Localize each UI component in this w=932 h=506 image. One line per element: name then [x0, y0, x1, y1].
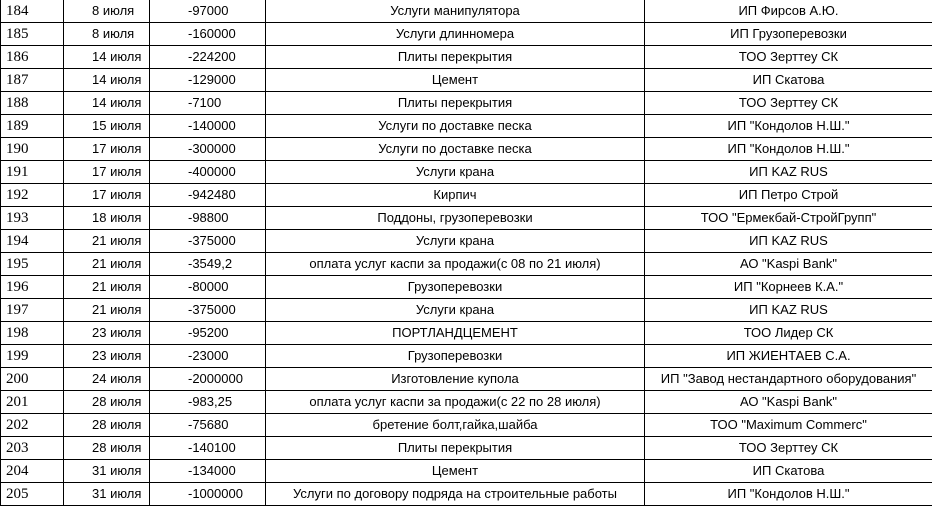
description-cell: Услуги длинномера	[266, 23, 645, 46]
counterparty-cell: АО "Kaspi Bank"	[645, 253, 932, 276]
amount-cell: -95200	[150, 322, 266, 345]
table-row	[1, 276, 932, 299]
description-cell: Услуги крана	[266, 230, 645, 253]
amount-cell: -224200	[150, 46, 266, 69]
counterparty-cell: ИП "Корнеев К.А."	[645, 276, 932, 299]
date-cell: 17 июля	[64, 138, 150, 161]
table-row	[1, 138, 932, 161]
description-cell: Цемент	[266, 69, 645, 92]
description-cell: Грузоперевозки	[266, 276, 645, 299]
date-cell: 28 июля	[64, 414, 150, 437]
date-cell: 28 июля	[64, 437, 150, 460]
row-number-cell: 201	[1, 391, 64, 414]
description-cell: Кирпич	[266, 184, 645, 207]
amount-cell: -7100	[150, 92, 266, 115]
description-cell: Изготовление купола	[266, 368, 645, 391]
amount-cell: -983,25	[150, 391, 266, 414]
amount-cell: -300000	[150, 138, 266, 161]
row-number-cell: 184	[1, 0, 64, 23]
counterparty-cell: ИП KAZ RUS	[645, 299, 932, 322]
date-cell: 31 июля	[64, 483, 150, 506]
description-cell: Услуги по доставке песка	[266, 138, 645, 161]
table-row	[1, 368, 932, 391]
description-cell: Услуги крана	[266, 161, 645, 184]
counterparty-cell: ИП "Кондолов Н.Ш."	[645, 483, 932, 506]
row-number-cell: 195	[1, 253, 64, 276]
amount-cell: -80000	[150, 276, 266, 299]
table-row	[1, 207, 932, 230]
amount-cell: -160000	[150, 23, 266, 46]
row-number-cell: 193	[1, 207, 64, 230]
table-row	[1, 460, 932, 483]
counterparty-cell: ТОО Лидер СК	[645, 322, 932, 345]
counterparty-cell: ИП KAZ RUS	[645, 161, 932, 184]
row-number-cell: 204	[1, 460, 64, 483]
date-cell: 21 июля	[64, 299, 150, 322]
row-number-cell: 185	[1, 23, 64, 46]
counterparty-cell: АО "Kaspi Bank"	[645, 391, 932, 414]
date-cell: 14 июля	[64, 69, 150, 92]
row-number-cell: 194	[1, 230, 64, 253]
amount-cell: -97000	[150, 0, 266, 23]
table-row	[1, 161, 932, 184]
description-cell: Услуги по доставке песка	[266, 115, 645, 138]
amount-cell: -23000	[150, 345, 266, 368]
row-number-cell: 189	[1, 115, 64, 138]
table-row	[1, 345, 932, 368]
row-number-cell: 205	[1, 483, 64, 506]
description-cell: Поддоны, грузоперевозки	[266, 207, 645, 230]
amount-cell: -98800	[150, 207, 266, 230]
date-cell: 23 июля	[64, 345, 150, 368]
amount-cell: -1000000	[150, 483, 266, 506]
table-row	[1, 414, 932, 437]
table-row	[1, 184, 932, 207]
amount-cell: -129000	[150, 69, 266, 92]
amount-cell: -134000	[150, 460, 266, 483]
description-cell: Плиты перекрытия	[266, 92, 645, 115]
amount-cell: -375000	[150, 299, 266, 322]
row-number-cell: 198	[1, 322, 64, 345]
counterparty-cell: ТОО Зерттеу СК	[645, 46, 932, 69]
description-cell: Грузоперевозки	[266, 345, 645, 368]
date-cell: 17 июля	[64, 184, 150, 207]
amount-cell: -3549,2	[150, 253, 266, 276]
description-cell: бретение болт,гайка,шайба	[266, 414, 645, 437]
counterparty-cell: ИП Скатова	[645, 69, 932, 92]
counterparty-cell: ИП "Завод нестандартного оборудования"	[645, 368, 932, 391]
amount-cell: -942480	[150, 184, 266, 207]
amount-cell: -140100	[150, 437, 266, 460]
row-number-cell: 196	[1, 276, 64, 299]
row-number-cell: 200	[1, 368, 64, 391]
row-number-cell: 197	[1, 299, 64, 322]
table-row	[1, 253, 932, 276]
counterparty-cell: ИП "Кондолов Н.Ш."	[645, 115, 932, 138]
table-row	[1, 0, 932, 23]
row-number-cell: 203	[1, 437, 64, 460]
counterparty-cell: ТОО Зерттеу СК	[645, 92, 932, 115]
amount-cell: -400000	[150, 161, 266, 184]
counterparty-cell: ИП KAZ RUS	[645, 230, 932, 253]
counterparty-cell: ИП ЖИЕНТАЕВ С.А.	[645, 345, 932, 368]
description-cell: Цемент	[266, 460, 645, 483]
date-cell: 31 июля	[64, 460, 150, 483]
date-cell: 23 июля	[64, 322, 150, 345]
date-cell: 21 июля	[64, 276, 150, 299]
row-number-cell: 199	[1, 345, 64, 368]
amount-cell: -375000	[150, 230, 266, 253]
date-cell: 21 июля	[64, 230, 150, 253]
amount-cell: -140000	[150, 115, 266, 138]
counterparty-cell: ИП Фирсов А.Ю.	[645, 0, 932, 23]
counterparty-cell: ТОО "Ермекбай-СтройГрупп"	[645, 207, 932, 230]
table-row	[1, 23, 932, 46]
table-row	[1, 92, 932, 115]
table-row	[1, 230, 932, 253]
date-cell: 21 июля	[64, 253, 150, 276]
table-row	[1, 437, 932, 460]
counterparty-cell: ИП Петро Строй	[645, 184, 932, 207]
date-cell: 15 июля	[64, 115, 150, 138]
counterparty-cell: ИП Скатова	[645, 460, 932, 483]
table-row	[1, 69, 932, 92]
date-cell: 28 июля	[64, 391, 150, 414]
row-number-cell: 191	[1, 161, 64, 184]
counterparty-cell: ИП Грузоперевозки	[645, 23, 932, 46]
row-number-cell: 190	[1, 138, 64, 161]
date-cell: 14 июля	[64, 46, 150, 69]
row-number-cell: 192	[1, 184, 64, 207]
date-cell: 18 июля	[64, 207, 150, 230]
description-cell: Плиты перекрытия	[266, 437, 645, 460]
table-row	[1, 299, 932, 322]
row-number-cell: 186	[1, 46, 64, 69]
expense-table-body	[1, 0, 932, 506]
table-row	[1, 391, 932, 414]
description-cell: Услуги манипулятора	[266, 0, 645, 23]
description-cell: Услуги крана	[266, 299, 645, 322]
date-cell: 14 июля	[64, 92, 150, 115]
description-cell: оплата услуг каспи за продажи(с 22 по 28 июля)	[266, 391, 645, 414]
amount-cell: -75680	[150, 414, 266, 437]
description-cell: Услуги по договору подряда на строительные работы	[266, 483, 645, 506]
counterparty-cell: ИП "Кондолов Н.Ш."	[645, 138, 932, 161]
amount-cell: -2000000	[150, 368, 266, 391]
description-cell: Плиты перекрытия	[266, 46, 645, 69]
date-cell: 8 июля	[64, 0, 150, 23]
table-row	[1, 322, 932, 345]
row-number-cell: 202	[1, 414, 64, 437]
row-number-cell: 187	[1, 69, 64, 92]
date-cell: 8 июля	[64, 23, 150, 46]
date-cell: 24 июля	[64, 368, 150, 391]
table-row	[1, 483, 932, 506]
counterparty-cell: ТОО Зерттеу СК	[645, 437, 932, 460]
description-cell: оплата услуг каспи за продажи(с 08 по 21 июля)	[266, 253, 645, 276]
row-number-cell: 188	[1, 92, 64, 115]
date-cell: 17 июля	[64, 161, 150, 184]
description-cell: ПОРТЛАНДЦЕМЕНТ	[266, 322, 645, 345]
counterparty-cell: ТОО "Maximum Commerc"	[645, 414, 932, 437]
table-row	[1, 115, 932, 138]
table-row	[1, 46, 932, 69]
